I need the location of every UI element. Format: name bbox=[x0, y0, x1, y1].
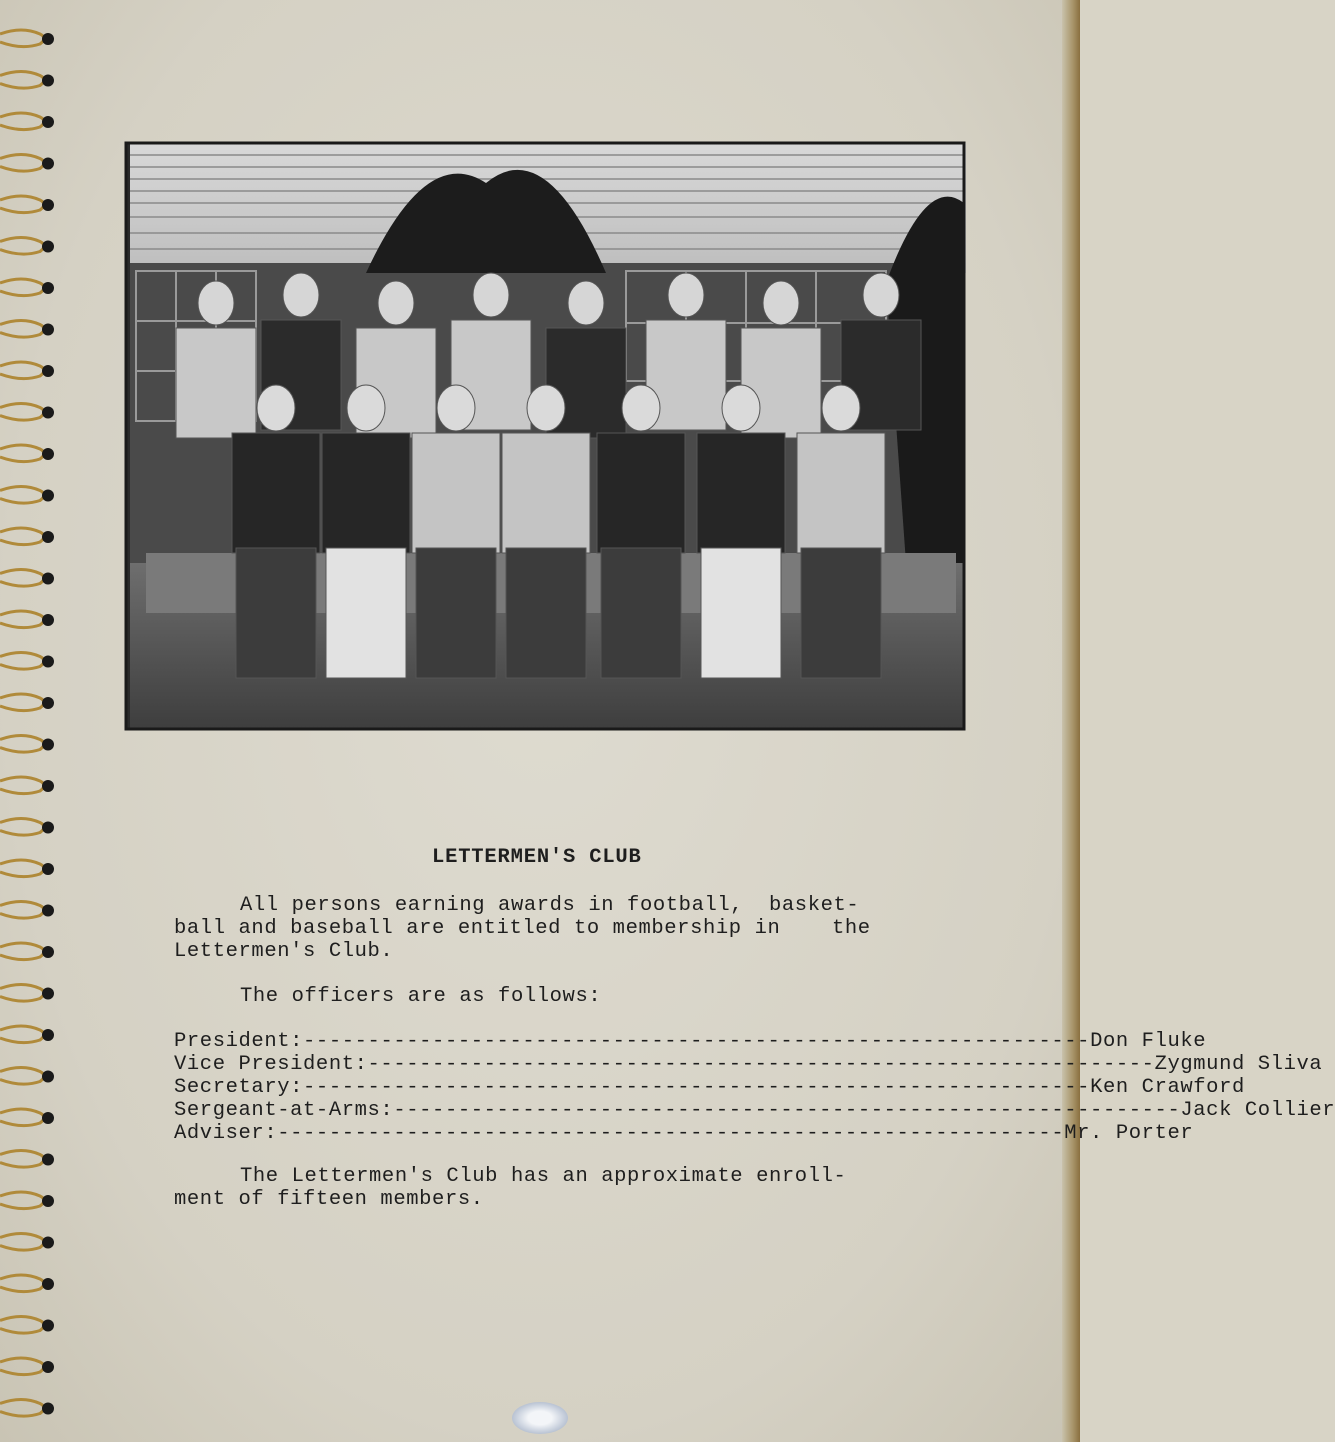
closing-line-1: The Lettermen's Club has an approximate enroll- bbox=[240, 1165, 847, 1188]
officer-row-secretary bbox=[174, 1076, 1245, 1099]
page-title: LETTERMEN'S CLUB bbox=[432, 846, 642, 869]
dash-leader: ------------------------------------------------------------- bbox=[367, 1053, 1155, 1076]
dash-leader: ------------------------------------------------------------- bbox=[303, 1030, 1091, 1053]
officer-name: Jack Collier bbox=[1180, 1099, 1335, 1122]
intro-line-2: ball and baseball are entitled to membership in the bbox=[174, 917, 871, 940]
officer-row-vice-president bbox=[174, 1053, 1323, 1076]
officer-name: Mr. Porter bbox=[1064, 1122, 1194, 1145]
officer-role: Adviser: bbox=[174, 1122, 278, 1145]
intro-line-1: All persons earning awards in football, basket- bbox=[240, 894, 860, 917]
group-photo bbox=[126, 143, 964, 729]
spiral-binding bbox=[0, 0, 70, 1442]
officer-name: Ken Crawford bbox=[1090, 1076, 1245, 1099]
closing-line-2: ment of fifteen members. bbox=[174, 1188, 484, 1211]
dash-leader: ------------------------------------------------------------- bbox=[393, 1099, 1181, 1122]
dash-leader: ------------------------------------------------------------- bbox=[277, 1122, 1065, 1145]
officer-name: Zygmund Sliva bbox=[1154, 1053, 1323, 1076]
officer-row-adviser bbox=[174, 1122, 1194, 1145]
paper-stain bbox=[512, 1402, 568, 1434]
officer-row-president bbox=[174, 1030, 1207, 1053]
officer-row-sergeant-at-arms bbox=[174, 1099, 1335, 1122]
dash-leader: ------------------------------------------------------------- bbox=[303, 1076, 1091, 1099]
officer-role: Vice President: bbox=[174, 1053, 368, 1076]
intro-line-3: Lettermen's Club. bbox=[174, 940, 394, 963]
officer-name: Don Fluke bbox=[1090, 1030, 1207, 1053]
officer-role: Sergeant-at-Arms: bbox=[174, 1099, 394, 1122]
officers-intro: The officers are as follows: bbox=[240, 985, 602, 1008]
page-edge bbox=[1062, 0, 1080, 1442]
officer-role: Secretary: bbox=[174, 1076, 304, 1099]
officer-role: President: bbox=[174, 1030, 304, 1053]
